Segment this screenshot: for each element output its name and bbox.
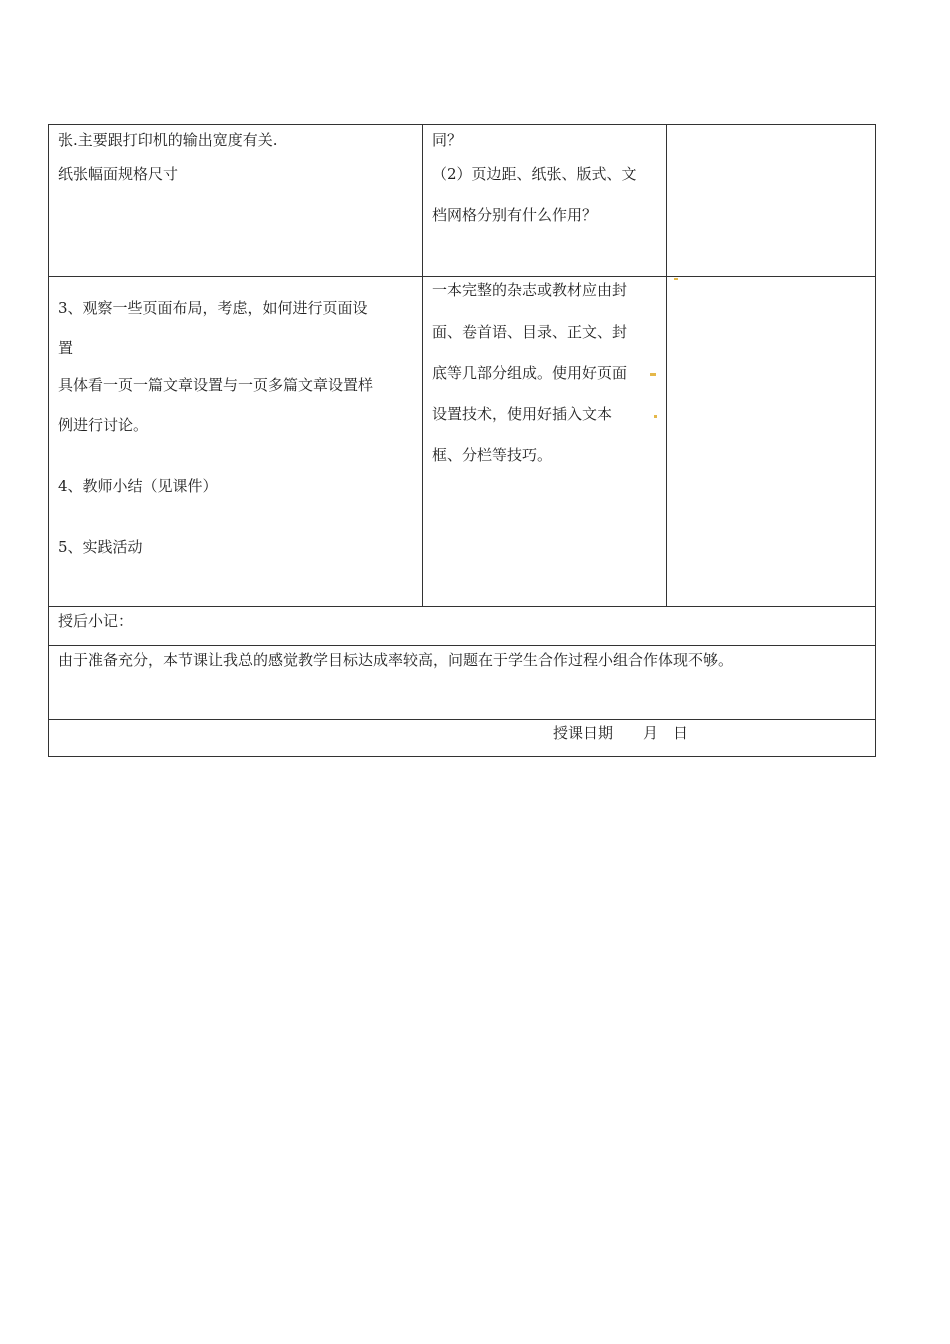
row1-col2-line: （2）页边距、纸张、版式、文 (432, 165, 637, 183)
notes-text: 由于准备充分，本节课让我总的感觉教学目标达成率较高，问题在于学生合作过程小组合作体现不够。 (58, 651, 734, 669)
column-divider (666, 125, 667, 607)
row2-col2-line: 面、卷首语、目录、正文、封 (432, 323, 628, 341)
row2-col1-line: 3、观察一些页面布局，考虑，如何进行页面设 (58, 299, 368, 317)
row2-col1-line: 例进行讨论。 (58, 416, 149, 434)
column-divider (422, 125, 423, 607)
row2-col2-line: 一本完整的杂志或教材应由封 (432, 281, 628, 299)
row2-col2-line: 框、分栏等技巧。 (432, 446, 553, 464)
lesson-table (48, 124, 876, 757)
edit-mark (650, 373, 656, 376)
row2-col1-line: 置 (58, 339, 74, 357)
row2-col2-line: 底等几部分组成。使用好页面 (432, 364, 628, 382)
row2-col1-line: 5、实践活动 (58, 538, 143, 556)
row2-col1-line: 4、教师小结（见课件） (58, 477, 218, 495)
row1-col1-line: 张.主要跟打印机的输出宽度有关. (58, 131, 278, 149)
edit-mark (654, 415, 657, 418)
row2-col1-line: 具体看一页一篇文章设置与一页多篇文章设置样 (58, 376, 374, 394)
row-divider (49, 606, 875, 607)
row1-col2-line: 档网格分别有什么作用？ (432, 206, 598, 224)
row1-col1-line: 纸张幅面规格尺寸 (58, 165, 179, 183)
notes-label: 授后小记： (58, 612, 134, 630)
date-line: 授课日期 月 日 (553, 724, 689, 742)
row-divider (49, 645, 875, 646)
row-divider (49, 719, 875, 720)
row1-col2-line: 同？ (432, 131, 463, 149)
row2-col2-line: 设置技术，使用好插入文本 (432, 405, 613, 423)
edit-mark (674, 278, 678, 280)
row-divider (49, 276, 875, 277)
